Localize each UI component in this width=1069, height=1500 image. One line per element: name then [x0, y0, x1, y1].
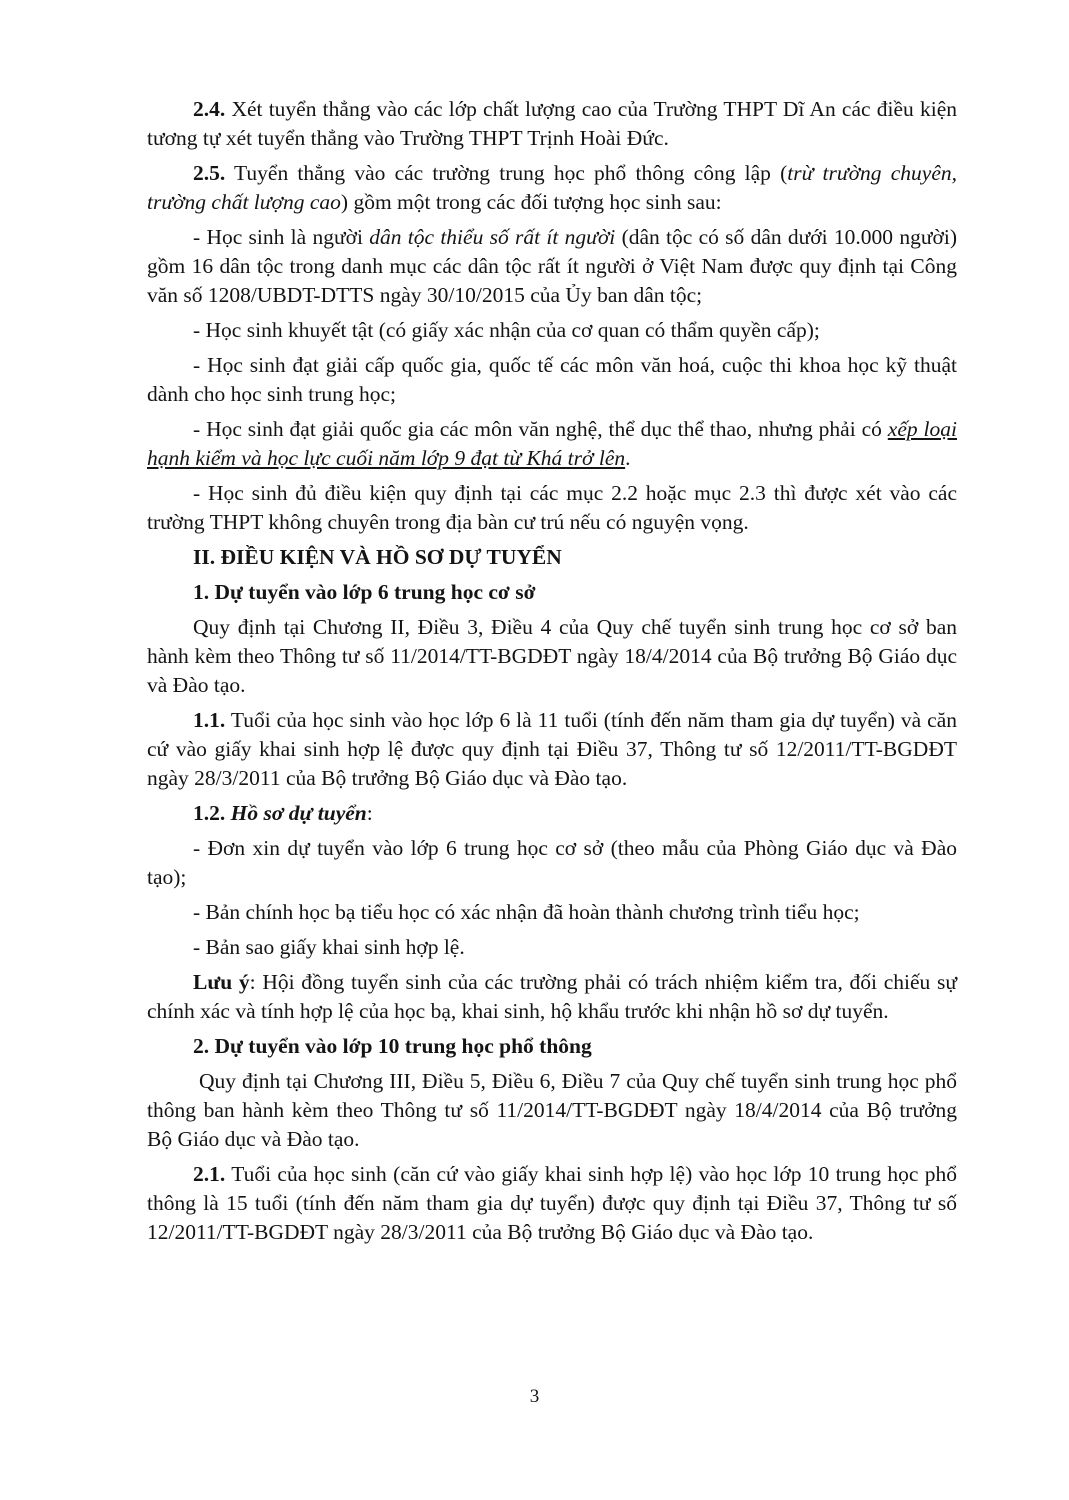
- item-number: 2.1.: [193, 1162, 226, 1186]
- bullet-ethnic-minority: - Học sinh là người dân tộc thiểu số rất ít người (dân tộc có số dân dưới 10.000 người) gồm 16 dân tộc trong danh mục các dân tộc rất ít người ở Việt Nam được quy định tại Công văn số 1208/UBDT-DTTS ngày 30/10/2015 của Ủy ban dân tộc;: [147, 225, 957, 307]
- paragraph-regulation-1: Quy định tại Chương II, Điều 3, Điều 4 của Quy chế tuyển sinh trung học cơ sở ban hành kèm theo Thông tư số 11/2014/TT-BGDĐT ngày 18/4/2014 của Bộ trưởng Bộ Giáo dục và Đào tạo.: [147, 615, 957, 697]
- note-label: Lưu ý: [193, 970, 250, 994]
- note-paragraph: Lưu ý: Hội đồng tuyển sinh của các trường phải có trách nhiệm kiểm tra, đối chiếu sự chính xác và tính hợp lệ của học bạ, khai sinh, hộ khẩu trước khi nhận hồ sơ dự tuyển.: [147, 970, 957, 1023]
- bullet-arts-sports: - Học sinh đạt giải quốc gia các môn văn nghệ, thể dục thể thao, nhưng phải có xếp loại hạnh kiểm và học lực cuối năm lớp 9 đạt từ Khá trở lên.: [147, 417, 957, 470]
- paragraph-text: Xét tuyển thẳng vào các lớp chất lượng cao của Trường THPT Dĩ An các điều kiện tương tự xét tuyển thẳng vào Trường THPT Trịnh Hoài Đức.: [147, 97, 957, 150]
- subsection-heading-1: 1. Dự tuyển vào lớp 6 trung học cơ sở: [193, 580, 536, 604]
- underlined-italic-text: xếp loại hạnh kiểm và học lực cuối năm lớp 9 đạt từ Khá trở lên: [147, 417, 957, 470]
- subsection-heading-2: 2. Dự tuyển vào lớp 10 trung học phổ thông: [193, 1034, 592, 1058]
- paragraph-2-4: [147, 95, 957, 153]
- paragraph-2-1: 2.1. Tuổi của học sinh (căn cứ vào giấy khai sinh hợp lệ) vào học lớp 10 trung học phổ thông là 15 tuổi (tính đến năm tham gia dự tuyển) được quy định tại Điều 37, Thông tư số 12/2011/TT-BGDĐT ngày 28/3/2011 của Bộ trưởng Bộ Giáo dục và Đào tạo.: [147, 1162, 957, 1244]
- bullet-conditions: - Học sinh đủ điều kiện quy định tại các mục 2.2 hoặc mục 2.3 thì được xét vào các trường THPT không chuyên trong địa bàn cư trú nếu có nguyện vọng.: [147, 481, 957, 534]
- page-number: 3: [529, 1386, 540, 1407]
- paragraph-regulation-2: Quy định tại Chương III, Điều 5, Điều 6, Điều 7 của Quy chế tuyển sinh trung học phổ thông ban hành kèm theo Thông tư số 11/2014/TT-BGDĐT ngày 18/4/2014 của Bộ trưởng Bộ Giáo dục và Đào tạo.: [147, 1069, 957, 1151]
- bullet-national-award: - Học sinh đạt giải cấp quốc gia, quốc tế các môn văn hoá, cuộc thi khoa học kỹ thuật dành cho học sinh trung học;: [147, 353, 957, 406]
- bullet-school-record: - Bản chính học bạ tiểu học có xác nhận đã hoàn thành chương trình tiểu học;: [193, 900, 860, 924]
- item-number: 1.2.: [193, 801, 226, 825]
- item-number: 1.1.: [193, 708, 226, 732]
- italic-bold-label: Hồ sơ dự tuyển: [225, 801, 367, 825]
- paragraph-2-5: 2.5. Tuyển thẳng vào các trường trung học phổ thông công lập (trừ trường chuyên, trường chất lượng cao) gồm một trong các đối tượng học sinh sau:: [147, 161, 957, 214]
- item-number: 2.4.: [193, 97, 226, 121]
- bullet-disabled: - Học sinh khuyết tật (có giấy xác nhận của cơ quan có thẩm quyền cấp);: [193, 318, 820, 342]
- section-heading-ii: II. ĐIỀU KIỆN VÀ HỒ SƠ DỰ TUYỂN: [193, 545, 562, 569]
- paragraph-1-1: 1.1. Tuổi của học sinh vào học lớp 6 là 11 tuổi (tính đến năm tham gia dự tuyển) và căn cứ vào giấy khai sinh hợp lệ được quy định tại Điều 37, Thông tư số 12/2011/TT-BGDĐT ngày 28/3/2011 của Bộ trưởng Bộ Giáo dục và Đào tạo.: [147, 708, 957, 790]
- italic-text: trừ trường chuyên, trường chất lượng cao: [147, 161, 957, 214]
- bullet-application-form: - Đơn xin dự tuyển vào lớp 6 trung học cơ sở (theo mẫu của Phòng Giáo dục và Đào tạo);: [147, 836, 957, 889]
- italic-text: dân tộc thiểu số rất ít người: [369, 225, 616, 249]
- item-number: 2.5.: [193, 161, 226, 185]
- paragraph-1-2: 1.2. Hồ sơ dự tuyển:: [193, 801, 373, 825]
- bullet-birth-certificate: - Bản sao giấy khai sinh hợp lệ.: [193, 935, 465, 959]
